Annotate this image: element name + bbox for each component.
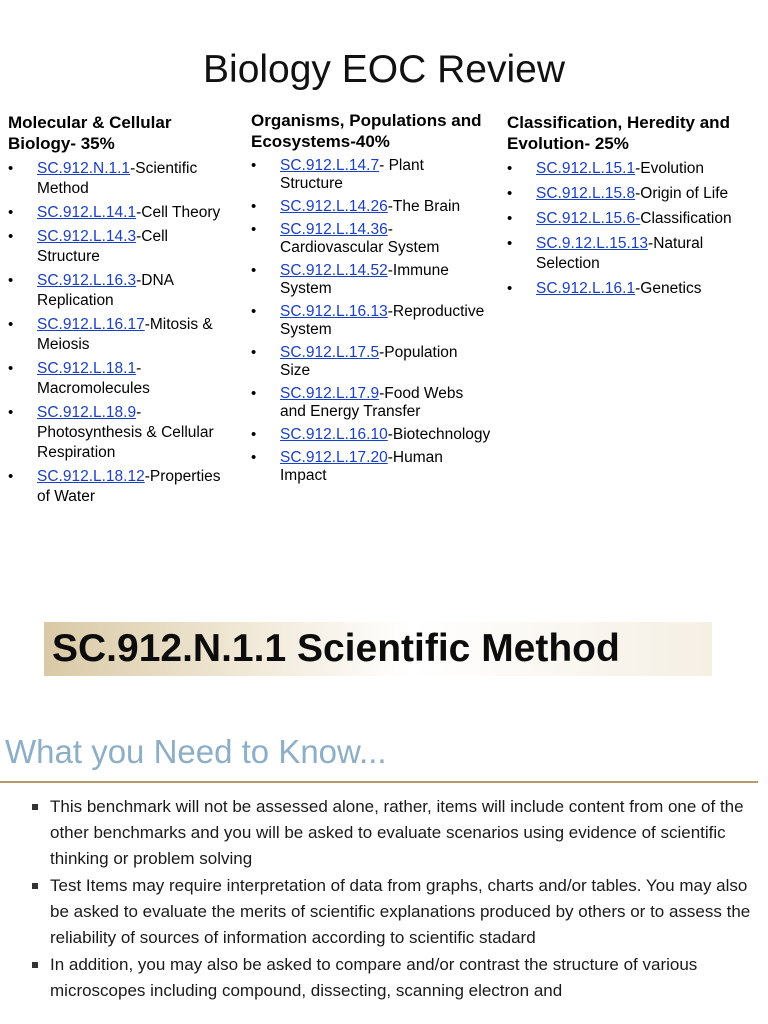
- benchmark-link[interactable]: SC.912.L.17.20: [280, 449, 388, 466]
- slide-banner-title: SC.912.N.1.1 Scientific Method: [52, 627, 620, 670]
- benchmark-link[interactable]: SC.912.L.16.3: [37, 272, 137, 289]
- benchmark-topic: -Cell Theory: [136, 204, 221, 221]
- list-item: [251, 449, 491, 485]
- benchmark-list: [8, 159, 226, 507]
- benchmark-topic: -Reproductive System: [280, 303, 485, 338]
- benchmark-topic: - Plant Structure: [280, 157, 424, 192]
- benchmark-topic: -Macromolecules: [37, 360, 150, 397]
- benchmark-link[interactable]: SC.912.L.14.52: [280, 262, 388, 279]
- benchmark-topic: -Biotechnology: [387, 426, 491, 443]
- list-item: [8, 315, 226, 355]
- list-item: [251, 385, 491, 421]
- knowledge-bullets: [32, 794, 762, 1005]
- section-heading: What you Need to Know...: [5, 733, 387, 770]
- benchmark-topic: -Properties of Water: [37, 468, 221, 505]
- column-classification-heredity: [507, 112, 759, 304]
- list-item: [8, 359, 226, 399]
- benchmark-topic: -Scientific Method: [37, 160, 198, 197]
- benchmark-link[interactable]: SC.912.L.14.36: [280, 221, 388, 238]
- benchmark-topic: -Human Impact: [280, 449, 443, 484]
- benchmark-link[interactable]: SC.912.L.17.9: [280, 385, 380, 402]
- benchmark-topic: -Evolution: [635, 160, 705, 177]
- benchmark-link[interactable]: SC.912.L.15.8: [536, 185, 636, 202]
- benchmark-link[interactable]: SC.912.N.1.1: [37, 160, 131, 177]
- list-item: [8, 271, 226, 311]
- list-item: [8, 203, 226, 223]
- section-divider: [0, 781, 758, 783]
- benchmark-topic: -DNA Replication: [37, 272, 174, 309]
- bullet-item: Test Items may require interpretation of data from graphs, charts and/or tables. You may also be asked to evaluate the merits of scientific explanations produced by others or to assess the reliability of sources of information according to scientific stadard: [32, 873, 762, 951]
- list-item: [251, 303, 491, 339]
- list-item: [251, 221, 491, 257]
- column-heading: Classification, Heredity and Evolution- 25%: [507, 113, 730, 153]
- benchmark-topic: -Genetics: [635, 280, 702, 297]
- benchmark-topic: -Population Size: [280, 344, 458, 379]
- column-heading: Molecular & Cellular Biology- 35%: [8, 113, 172, 153]
- column-molecular-cellular: [8, 112, 226, 511]
- list-item: [251, 198, 491, 216]
- benchmark-topic: -Immune System: [280, 262, 449, 297]
- list-item: [507, 209, 759, 229]
- benchmark-link[interactable]: SC.912.L.15.6-: [536, 210, 641, 227]
- benchmark-topic: -Origin of Life: [635, 185, 729, 202]
- list-item: [8, 403, 226, 463]
- benchmark-link[interactable]: SC.912.L.14.26: [280, 198, 388, 215]
- bullet-item: This benchmark will not be assessed alone, rather, items will include content from one of the other benchmarks and you will be asked to evaluate scenarios using evidence of scientific thinking or problem solving: [32, 794, 762, 872]
- list-item: [8, 467, 226, 507]
- benchmark-link[interactable]: SC.912.L.16.13: [280, 303, 388, 320]
- bullet-item: In addition, you may also be asked to compare and/or contrast the structure of various microscopes including compound, dissecting, scanning electron and: [32, 952, 762, 1004]
- benchmark-link[interactable]: SC.912.L.17.5: [280, 344, 380, 361]
- list-item: [251, 344, 491, 380]
- benchmark-topic: -Food Webs and Energy Transfer: [280, 385, 464, 420]
- benchmark-link[interactable]: SC.912.L.14.1: [37, 204, 137, 221]
- list-item: [507, 279, 759, 299]
- benchmark-list: [251, 157, 491, 485]
- benchmark-link[interactable]: SC.912.L.14.7: [280, 157, 380, 174]
- benchmark-topic: -Cardiovascular System: [280, 221, 440, 256]
- page-title: Biology EOC Review: [203, 48, 565, 91]
- benchmark-link[interactable]: SC.9.12.L.15.13: [536, 235, 649, 252]
- benchmark-link[interactable]: SC.912.L.16.10: [280, 426, 388, 443]
- list-item: [507, 234, 759, 274]
- list-item: [251, 426, 491, 444]
- list-item: [251, 157, 491, 193]
- list-item: [8, 227, 226, 267]
- benchmark-link[interactable]: SC.912.L.16.17: [37, 316, 145, 333]
- list-item: [251, 262, 491, 298]
- benchmark-link[interactable]: SC.912.L.16.1: [536, 280, 636, 297]
- benchmark-topic: -Photosynthesis & Cellular Respiration: [37, 404, 214, 461]
- benchmark-topic: -The Brain: [387, 198, 461, 215]
- column-organisms-ecosystems: [251, 110, 491, 490]
- benchmark-topic: -Mitosis & Meiosis: [37, 316, 213, 353]
- benchmark-topic: -Natural Selection: [536, 235, 704, 272]
- list-item: [8, 159, 226, 199]
- benchmark-link[interactable]: SC.912.L.18.9: [37, 404, 137, 421]
- benchmark-topic: -Cell Structure: [37, 228, 168, 265]
- benchmark-link[interactable]: SC.912.L.18.1: [37, 360, 137, 377]
- benchmark-link[interactable]: SC.912.L.18.12: [37, 468, 145, 485]
- benchmark-link[interactable]: SC.912.L.14.3: [37, 228, 137, 245]
- column-heading: Organisms, Populations and Ecosystems-40%: [251, 111, 482, 151]
- list-item: [507, 159, 759, 179]
- benchmark-link[interactable]: SC.912.L.15.1: [536, 160, 636, 177]
- benchmark-topic: Classification: [640, 210, 732, 227]
- list-item: [507, 184, 759, 204]
- benchmark-list: [507, 159, 759, 299]
